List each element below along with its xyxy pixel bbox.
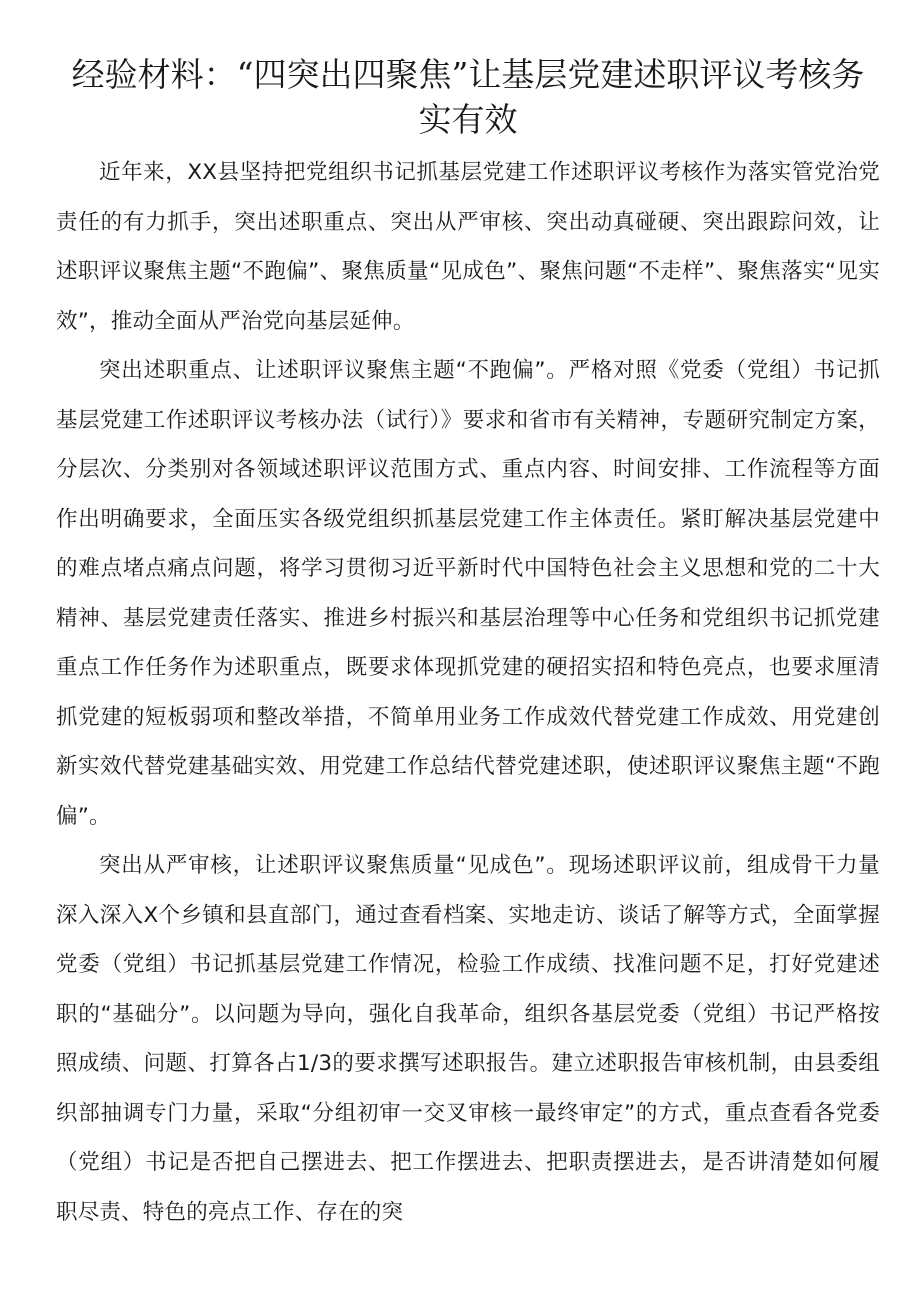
document-title: 经验材料：“四突出四聚焦”让基层党建述职评议考核务实有效 [71,55,865,139]
paragraph-strict-review: 突出从严审核，让述职评议聚焦质量“见成色”。现场述职评议前，组成骨干力量深入深入X个乡镇和县直部门，通过查看档案、实地走访、谈话了解等方式，全面掌握党委（党组）书记抓基层党建工作情况，检验工作成绩、找准问题不足，打好党建述职的“基础分”。以问题为导向，强化自我革命，组织各基层党委（党组）书记严格按照成绩、问题、打算各占1/3的要求撰写述职报告。建立述职报告审核机制，由县委组织部抽调专门力量，采取“分组初审一交叉审核一最终审定”的方式，重点查看各党委（党组）书记是否把自己摆进去、把工作摆进去、把职责摆进去，是否讲清楚如何履职尽责、特色的亮点工作、存在的突 [56,853,880,1225]
paragraph-reporting-focus: 突出述职重点、让述职评议聚焦主题“不跑偏”。严格对照《党委（党组）书记抓基层党建工作述职评议考核办法（试行）》要求和省市有关精神，专题研究制定方案，分层次、分类别对各领域述职评议范围方式、重点内容、时间安排、工作流程等方面作出明确要求，全面压实各级党组织抓基层党建工作主体责任。紧盯解决基层党建中的难点堵点痛点问题，将学习贯彻习近平新时代中国特色社会主义思想和党的二十大精神、基层党建责任落实、推进乡村振兴和基层治理等中心任务和党组织书记抓党建重点工作任务作为述职重点，既要求体现抓党建的硬招实招和特色亮点，也要求厘清抓党建的短板弱项和整改举措，不简单用业务工作成效代替党建工作成效、用党建创新实效代替党建基础实效、用党建工作总结代替党建述职，使述职评议聚焦主题“不跑偏”。 [56,358,880,829]
paragraph-intro: 近年来，XX县坚持把党组织书记抓基层党建工作述职评议考核作为落实管党治党责任的有力抓手，突出述职重点、突出从严审核、突出动真碰硬、突出跟踪问效，让述职评议聚焦主题“不跑偏”、聚焦质量“见成色”、聚焦问题“不走样”、聚焦落实“见实效”，推动全面从严治党向基层延伸。 [56,160,880,334]
